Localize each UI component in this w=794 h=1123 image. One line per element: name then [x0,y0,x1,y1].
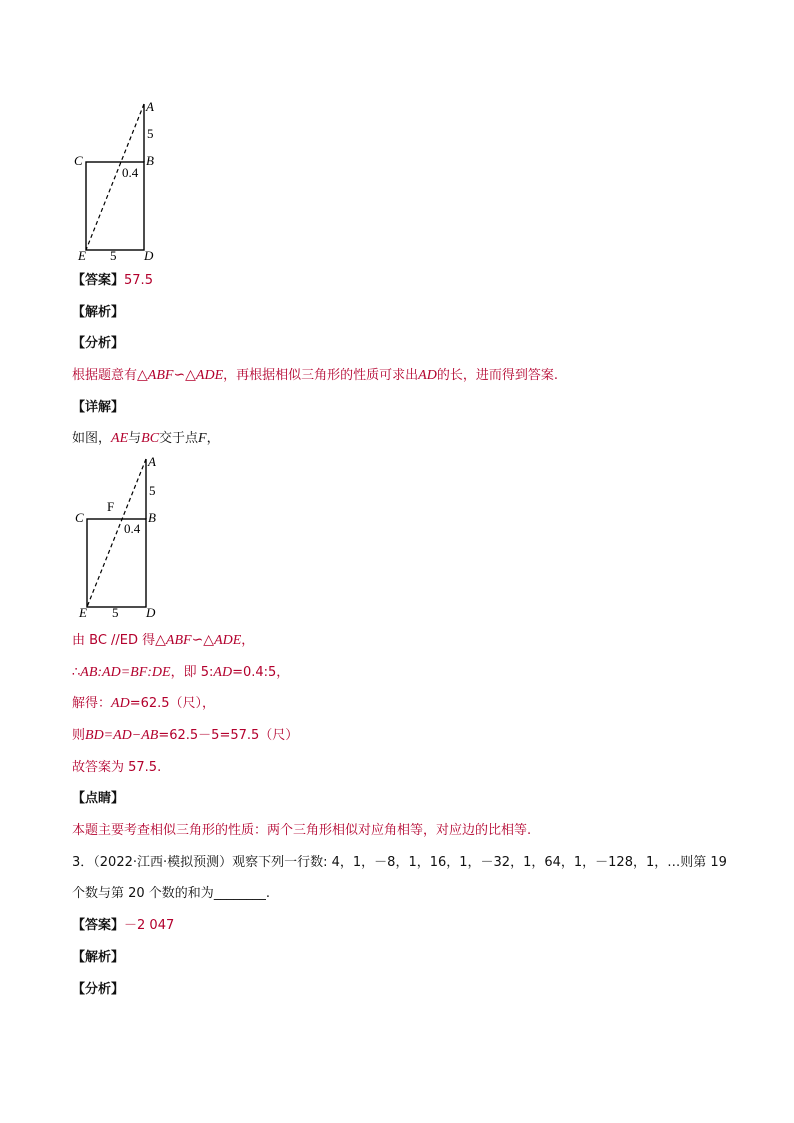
question-3-line-2: 个数与第 20 个数的和为________. [72,886,270,901]
label-b: B [146,153,154,168]
label-b: B [148,510,156,525]
analysis-3-heading: 【解析】 [72,950,125,965]
fenxi-3-heading: 【分析】 [72,982,125,997]
dianjing-text: 本题主要考查相似三角形的性质：两个三角形相似对应角相等，对应边的比相等. [72,823,532,838]
label-bf-length: 0.4 [124,521,141,536]
fenxi-text: 根据题意有△ABF∽△ADE，再根据相似三角形的性质可求出AD的长，进而得到答案. [72,368,558,383]
label-a: A [146,99,154,114]
dianjing-heading: 【点睛】 [72,791,125,806]
detail-heading: 【详解】 [72,400,125,415]
label-d: D [146,605,156,620]
label-bf-length: 0.4 [122,165,139,180]
analysis-heading: 【解析】 [72,305,125,320]
label-c: C [75,510,84,525]
step-4: 则BD=AD−AB=62.5－5=57.5（尺） [72,728,299,743]
question-3-line-1: 3．（2022·江西·模拟预测）观察下列一行数: 4，1，－8，1，16，1，－32，1，64，1，－128，1，…则第 19 [72,855,727,870]
answer-3: 【答案】－2 047 [72,918,175,933]
answer-1: 【答案】57.5 [72,273,153,288]
label-e: E [78,248,86,263]
figure-similar-triangles-1 [70,98,170,263]
label-ab-length: 5 [147,126,154,141]
answer-blank: ________ [213,886,266,901]
label-ab-length: 5 [149,483,156,498]
label-c: C [74,153,83,168]
label-e: E [79,605,87,620]
label-d: D [144,248,154,263]
label-ed-length: 5 [112,605,119,620]
fenxi-heading: 【分析】 [72,336,125,351]
label-ed-length: 5 [110,248,117,263]
label-f: F [107,499,115,514]
label-a: A [148,454,156,469]
step-3: 解得：AD=62.5（尺）， [72,696,216,711]
step-1: 由 BC //ED 得△ABF∽△ADE， [72,633,255,648]
step-5: 故答案为 57.5. [72,760,162,775]
figure-similar-triangles-2 [70,453,170,621]
step-2: ∴AB:AD=BF:DE，即 5:AD=0.4:5， [72,665,290,680]
detail-intro: 如图，AE与BC交于点F， [72,431,220,446]
